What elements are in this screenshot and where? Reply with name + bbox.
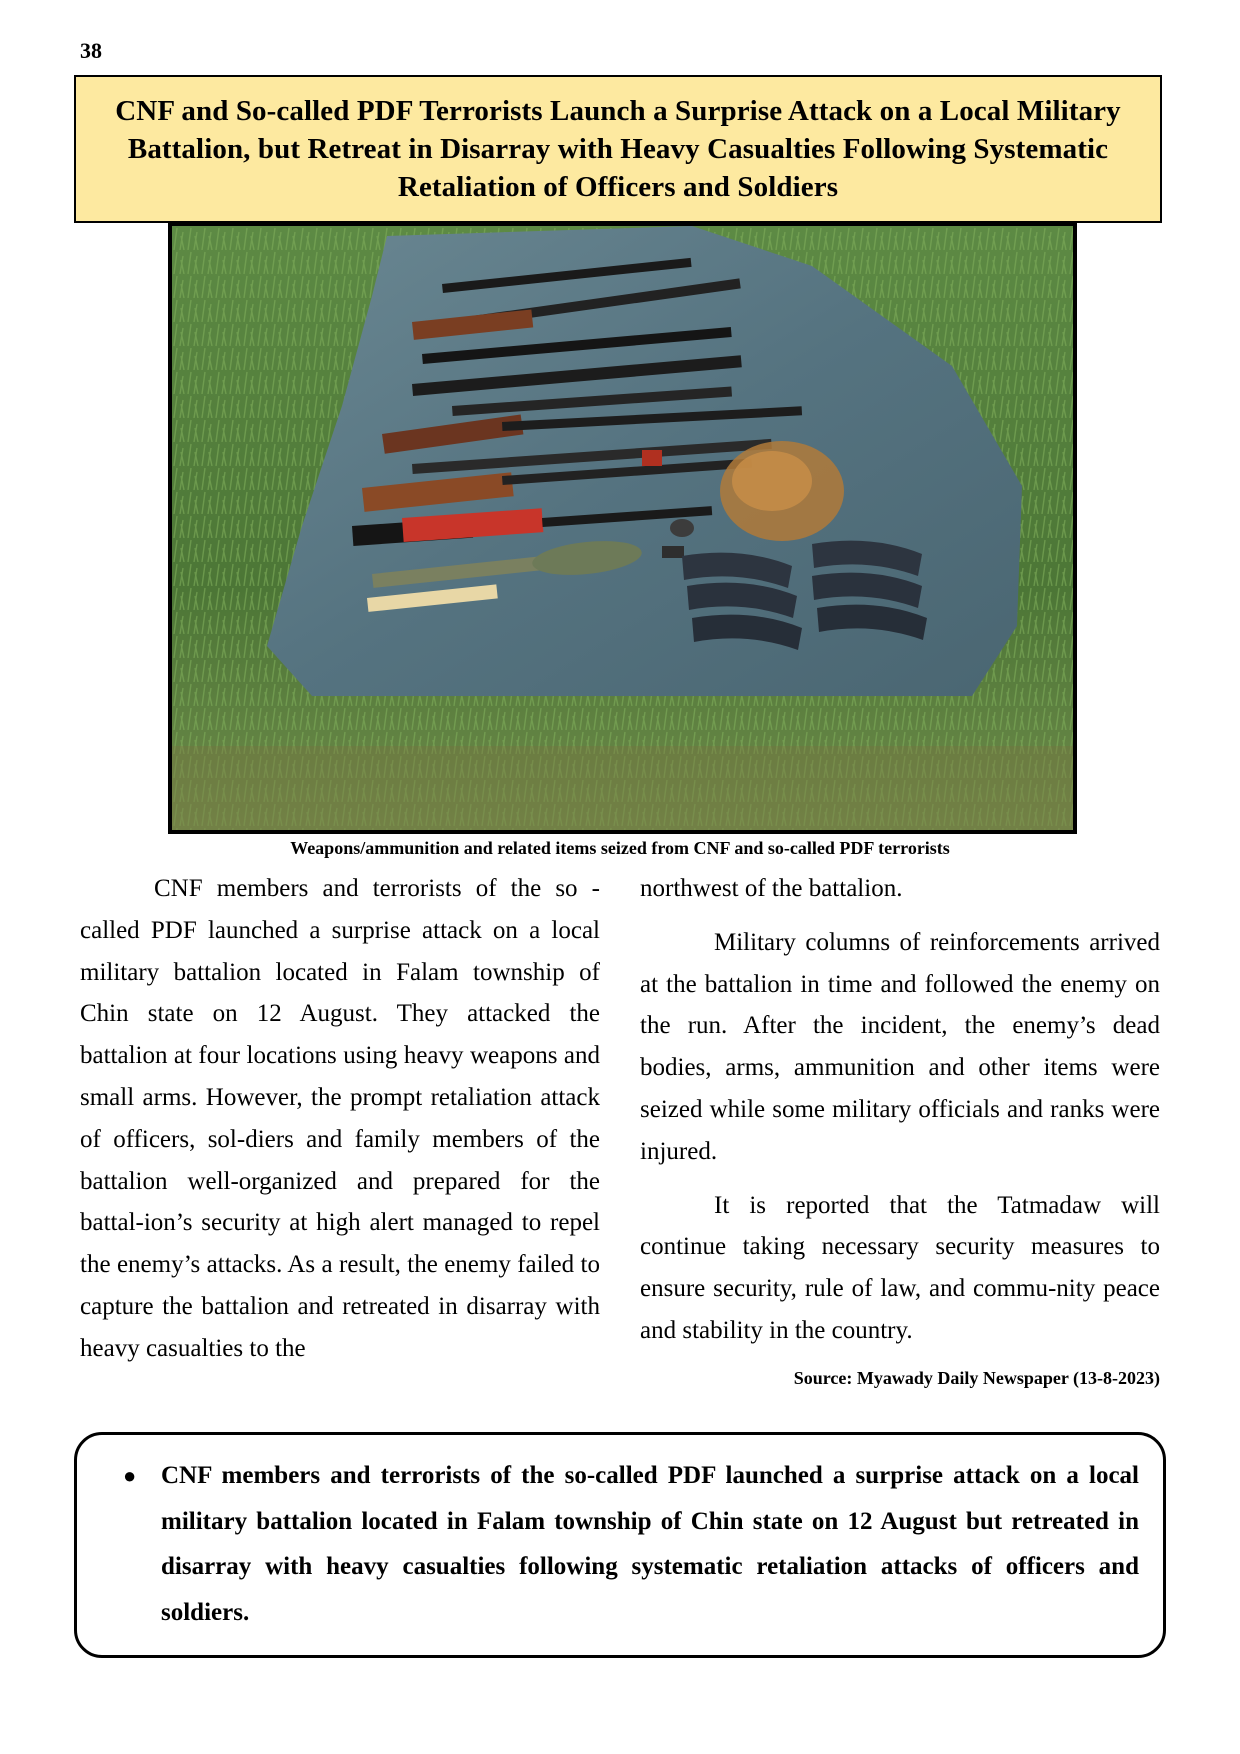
summary-box: [74, 1432, 1166, 1658]
photo-illustration: [172, 226, 1073, 830]
article-paragraph: It is reported that the Tatmadaw will continue taking necessary security measures to ensure security, rule of law, and commu-nity peace and stability in the country.: [640, 1191, 1160, 1344]
summary-list: [123, 1453, 1139, 1635]
soil-strip: [172, 746, 1073, 830]
summary-text: CNF members and terrorists of the so-called PDF launched a surprise attack on a local military battalion located in Falam township of Chin state on 12 August but retreated in disarray with heavy casualties following systematic retaliation attacks of officers and soldiers.: [161, 1462, 1139, 1626]
article-paragraph: Military columns of reinforcements arrived at the battalion in time and followed the enemy on the run. After the incident, the enemy’s dead bodies, arms, ammunition and other items were seized while some military officials and ranks were injured.: [640, 928, 1160, 1165]
seized-weapons-photo: [168, 222, 1077, 834]
headline: CNF and So-called PDF Terrorists Launch a Surprise Attack on a Local Military Battalion, but Retreat in Disarray with Heavy Casualties Following Systematic Retaliation of Officers and Soldiers: [115, 95, 1121, 203]
summary-item: [123, 1453, 1139, 1635]
headline-box: [74, 75, 1162, 223]
article-column-left: [80, 868, 600, 1370]
page-number: 38: [80, 38, 102, 63]
photo-caption: Weapons/ammunition and related items seized from CNF and so-called PDF terrorists: [290, 838, 950, 858]
article-continuation: northwest of the battalion.: [640, 875, 903, 902]
article-paragraph: CNF members and terrorists of the so -called PDF launched a surprise attack on a local military battalion located in Falam township of Chin state on 12 August. They attacked the battalion at four locations using heavy weapons and small arms. However, the prompt retaliation attack of officers, sol-diers and family members of the battalion well-organized and prepared for the battal-ion’s security at high alert managed to repel the enemy’s attacks. As a result, the enemy failed to capture the battalion and retreated in disarray with heavy casualties to the: [80, 875, 600, 1362]
bullet-icon: ●: [123, 1463, 137, 1488]
ammunition-pile: [720, 441, 844, 541]
article-column-right: [640, 868, 1160, 1390]
source-credit: Source: Myawady Daily Newspaper (13-8-2023): [793, 1367, 1160, 1388]
